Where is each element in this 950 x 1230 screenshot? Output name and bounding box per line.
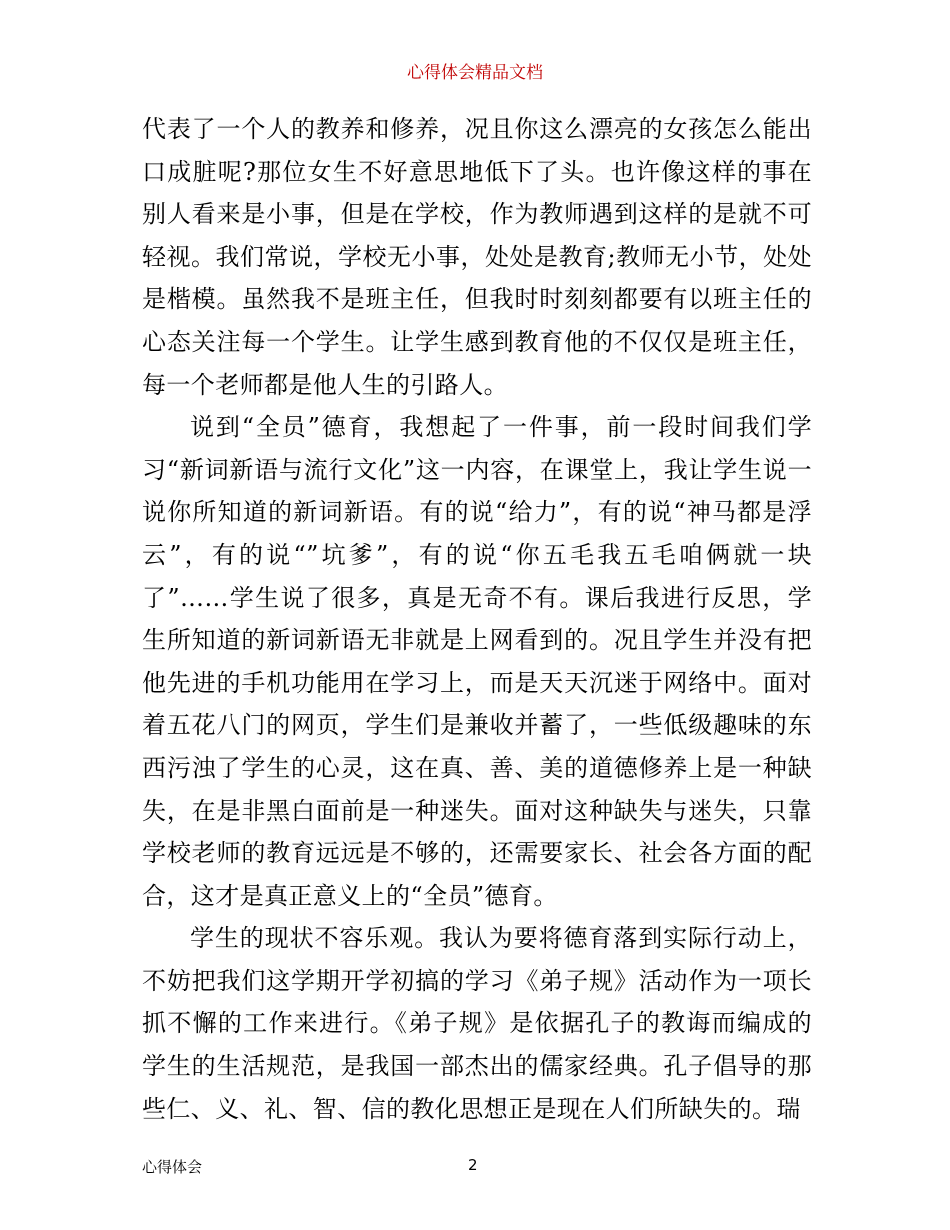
- paragraph-full-staff-moral-education: 说到“全员”德育，我想起了一件事，前一段时间我们学习“新词新语与流行文化”这一内容，在课堂上，我让学生说一说你所知道的新词新语。有的说“给力”，有的说“神马都是浮云”，有的说“”坑爹”，有的说“你五毛我五毛咱俩就一块了”……学生说了很多，真是无奇不有。课后我进行反思，学生所知道的新词新语无非就是上网看到的。况且学生并没有把他先进的手机功能用在学习上，而是天天沉迷于网络中。面对着五花八门的网页，学生们是兼收并蓄了，一些低级趣味的东西污浊了学生的心灵，这在真、善、美的道德修养上是一种缺失，在是非黑白面前是一种迷失。面对这种缺失与迷失，只靠学校老师的教育远远是不够的，还需要家长、社会各方面的配合，这才是真正意义上的“全员”德育。: [142, 413, 812, 910]
- paragraph-student-status: 学生的现状不容乐观。我认为要将德育落到实际行动上，不妨把我们这学期开学初搞的学习《弟子规》活动作为一项长抓不懈的工作来进行。《弟子规》是依据孔子的教诲而编成的学生的生活规范，是我国一部杰出的儒家经典。孔子倡导的那些仁、义、礼、智、信的教化思想正是现在人们所缺失的。瑞: [142, 924, 812, 1123]
- document-body: [142, 108, 812, 1130]
- page-footer-label: 心得体会: [142, 1158, 203, 1176]
- page-header-title: 心得体会精品文档: [407, 63, 543, 83]
- page-number: 2: [468, 1156, 478, 1174]
- paragraph-continued: 代表了一个人的教养和修养，况且你这么漂亮的女孩怎么能出口成脏呢?那位女生不好意思地低下了头。也许像这样的事在别人看来是小事，但是在学校，作为教师遇到这样的是就不可轻视。我们常说，学校无小事，处处是教育;教师无小节，处处是楷模。虽然我不是班主任，但我时时刻刻都要有以班主任的心态关注每一个学生。让学生感到教育他的不仅仅是班主任，每一个老师都是他人生的引路人。: [142, 115, 812, 399]
